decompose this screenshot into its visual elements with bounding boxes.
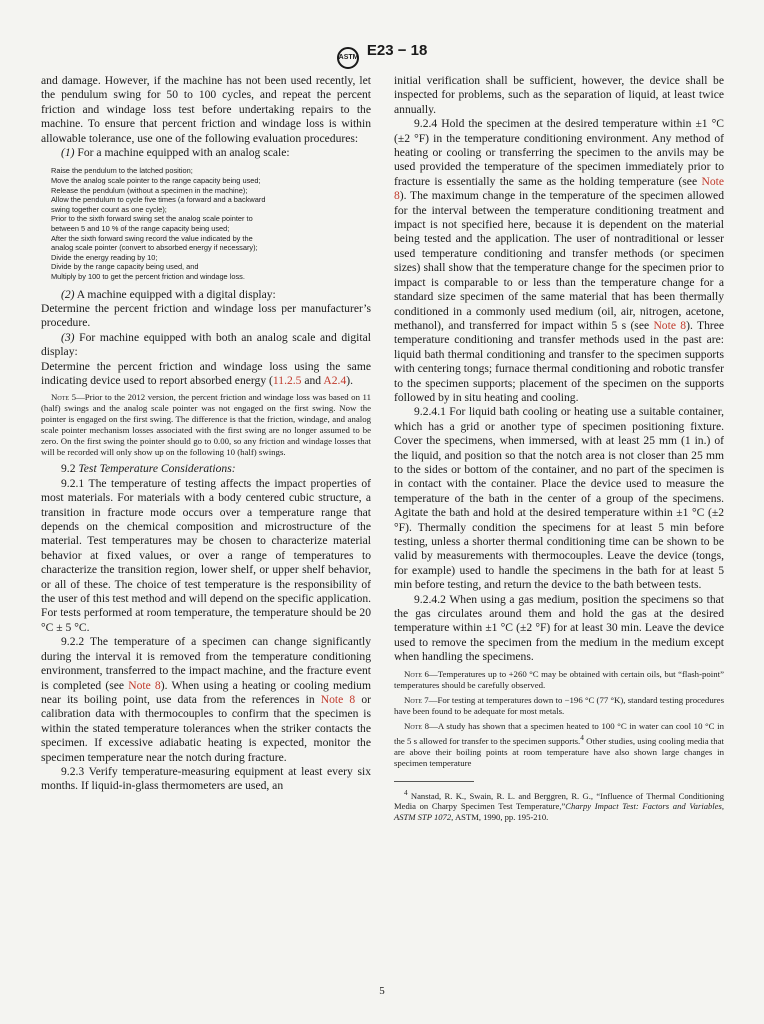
note-text: Other studies, using cooling media that are above their boiling points at room temperature have also shown large changes in specimen temperature [394, 735, 725, 768]
step: After the sixth forward swing record the value indicated by the [51, 233, 253, 243]
note-link[interactable]: Note 8 [394, 174, 724, 203]
procedure-steps [51, 166, 371, 281]
procedure-3 [41, 331, 371, 360]
page-number: 5 [379, 985, 385, 997]
note-8 [394, 721, 724, 769]
paragraph: 9.2.3 Verify temperature-measuring equipment at least every six months. If liquid-in-glass thermometers are used, an [41, 764, 371, 793]
paragraph: Determine the percent friction and windage loss per manufacturer’s procedure. [41, 301, 371, 330]
paragraph [41, 635, 371, 765]
text: 9.2.2 The temperature of a specimen can change significantly during the interval it is removed from the temperature conditioning environment, transferred to the impact machine, and the fracture event is completed (see [41, 635, 371, 692]
step: Prior to the sixth forward swing set the analog scale pointer to [51, 214, 253, 224]
paragraph [41, 360, 371, 389]
note-text: —For testing at temperatures down to −196 °C (77 °K), standard testing procedures have been found to be adequate for most metals. [394, 694, 724, 716]
note-6 [394, 669, 724, 691]
footnote-divider [394, 781, 474, 782]
note-link[interactable]: Note 8 [653, 318, 687, 332]
footnote-title: Charpy Impact Test: Factors and Variables, ASTM STP 1072 [394, 801, 724, 822]
step: Multiply by 100 to get the percent friction and windage loss. [51, 271, 245, 281]
paragraph: and damage. However, if the machine has not been used recently, let the pendulum swing for 50 to 100 cycles, and repeat the percent friction and windage loss test before undertaking repairs to the machine. To ensure that percent friction and windage loss is within allowable tolerance, use one of the following evaluation procedures: [41, 74, 371, 145]
step: Raise the pendulum to the latched position; [51, 166, 193, 176]
left-column [41, 74, 371, 794]
list-number: (3) [61, 330, 75, 344]
footnote-ref[interactable]: 4 [580, 732, 584, 742]
step: Allow the pendulum to cycle five times (a forward and a backward [51, 195, 266, 205]
footnote-text: , ASTM, 1990, pp. 195-210. [451, 811, 549, 822]
section-title: Test Temperature Considerations: [78, 462, 236, 476]
step: between 5 and 10 % of the range capacity being used; [51, 224, 230, 233]
right-column [394, 74, 724, 822]
note-text: —Prior to the 2012 version, the percent friction and windage loss was based on 11 (half) swings and the analog scale pointer was not engaged on the first swing. Now the pointer is engaged on the first swing. The difference is that the friction, windage, and analog scale pointer mechanism losses associated with the first swing are no longer assumed to be zero. On the first swing the pointer should go to 0.00, so any friction and windage losses that will be recorded will only show up on the following 10 (half) swings. [41, 392, 371, 458]
procedure-1 [41, 146, 371, 160]
step: swing together count as one cycle); [51, 204, 167, 214]
note-text: —Temperatures up to +260 °C may be obtained with certain oils, but “flash-point” temperatures should be carefully observed. [394, 668, 724, 690]
annex-link[interactable]: A2.4 [323, 374, 347, 387]
note-label: Note 8 [404, 720, 430, 731]
step: analog scale pointer (convert to absorbed energy if necessary); [51, 243, 258, 253]
standard-designation: E23 − 18 [366, 42, 428, 59]
step: Divide the energy reading by 10; [51, 252, 158, 262]
step: Release the pendulum (without a specimen in the machine); [51, 185, 248, 195]
paragraph [394, 117, 724, 405]
note-text: —A study has shown that a specimen heated to 100 °C in water can cool 10 °C in the 5 s allowed for transfer to the specimen supports. [394, 720, 724, 746]
procedure-2 [41, 288, 371, 302]
text: or calibration data with thermocouples to confirm that the specimen is within the stated temperature tolerances when the striker contacts the specimen. If excessive adiabatic heating is expected, monitor the specimen temperature near the notch during fracture. [41, 692, 371, 764]
note-label: Note 5 [51, 392, 76, 403]
astm-logo-icon: ASTM [337, 47, 359, 69]
text: 9.2.4 Hold the specimen at the desired temperature within ±1 °C (±2 °F) in the temperature conditioning environment. Any method of heating or cooling or transferring the specimen to the anvils may be used provided the temperature of the specimen immediately prior to fracture is essentially the same as the holding temperature (see [394, 117, 724, 188]
procedure-text: For a machine equipped with an analog scale: [74, 146, 290, 160]
note-label: Note 6 [404, 668, 429, 679]
text: ). Three temperature conditioning and transfer methods used in the past are: liquid bath thermal conditioning and transfer to the specimen supports with centering tongs; furnace thermal conditioning and robotic transfer to the specimen supports; placement of the specimen on the supports followed by in situ heating and cooling. [394, 318, 725, 404]
text: and [301, 374, 324, 387]
note-link[interactable]: Note 8 [320, 692, 356, 706]
text: ). When using a heating or cooling medium near its boiling point, use data from the references in [41, 678, 371, 706]
list-number: (2) [61, 287, 75, 301]
note-label: Note 7 [404, 694, 429, 705]
page-header [0, 42, 764, 69]
footnote [394, 788, 724, 823]
paragraph: 9.2.4.1 For liquid bath cooling or heating use a suitable container, which has a grid or another type of specimen positioning fixture. Cover the specimens, when immersed, with at least 25 mm (1 in.) of the liquid, and position so that the notch area is not closer than 25 mm to the sides or bottom of the container, and no part of the specimen is in contact with the container. Place the device used to measure the temperature of the bath in the center of a group of the specimens. Agitate the bath and hold at the desired temperature within ±1 °C (±2 °F). Thermally condition the specimens for at least 5 min before testing, unless a shorter thermal conditioning time can be shown to be valid by measurements with thermocouples. Leave the device (tongs, for example) used to handle the specimens in the bath for at least 5 min before testing, and return the device to the bath between tests. [394, 405, 724, 592]
section-number: 9.2 [61, 462, 76, 476]
procedure-text: A machine equipped with a digital display: [74, 287, 276, 301]
section-heading [41, 462, 371, 476]
step: Move the analog scale pointer to the range capacity being used; [51, 176, 261, 186]
footnote-text: Nanstad, R. K., Swain, R. L. and Berggren, R. G., “Influence of Thermal Conditioning Media on Charpy Specimen Test Temperature,” [394, 790, 724, 812]
note-7 [394, 695, 724, 717]
note-link[interactable]: Note 8 [128, 678, 161, 692]
step: Divide by the range capacity being used, and [51, 262, 199, 272]
paragraph: 9.2.1 The temperature of testing affects the impact properties of most materials. For materials with a body centered cubic structure, a transition in fracture mode occurs over a temperature range that depends on the chemical composition and microstructure of the material. Test temperatures may be chosen to characterize material behavior at fixed values, or over a range of temperatures to characterize the transition region, lower shelf, or upper shelf behavior, or all of these. The choice of test temperature is the responsibility of the user of this test method and will depend on the specific application. For tests performed at room temperature, the temperature should be 20 °C ± 5 °C. [41, 476, 372, 634]
note-5 [41, 392, 371, 458]
list-number: (1) [61, 146, 75, 160]
procedure-text: For machine equipped with both an analog scale and digital display: [41, 330, 371, 359]
text: Determine the percent friction and windage loss using the same indicating device used to report absorbed energy ( [41, 359, 371, 387]
footnote-marker: 4 [404, 788, 408, 797]
paragraph: 9.2.4.2 When using a gas medium, position the specimens so that the gas circulates around them and hold the gas at the desired temperature within ±1 °C (±2 °F) for at least 30 min. Leave the device used to remove the specimen from the medium in the medium except when handling the specimens. [394, 592, 724, 664]
text: ). The maximum change in the temperature of the specimen allowed for the interval between the temperature conditioning treatment and impact is not specified here, because it is dependent on the material being tested and the application. The user of nontraditional or lesser used temperature conditioning and transfer methods (or specimen sizes) shall show that the temperature change for the specimen prior to impact is comparable to or less than the temperature change for a standard size specimen of the same material that has been thermally conditioned in a commonly used medium (oil, air, nitrogen, acetone, methanol), and transferred for impact within 5 s (see [394, 189, 724, 332]
section-link[interactable]: 11.2.5 [272, 374, 302, 387]
paragraph: initial verification shall be sufficient, however, the device shall be inspected for problems, such as the separation of liquid, at least twice annually. [394, 74, 724, 116]
text: ). [346, 374, 354, 387]
